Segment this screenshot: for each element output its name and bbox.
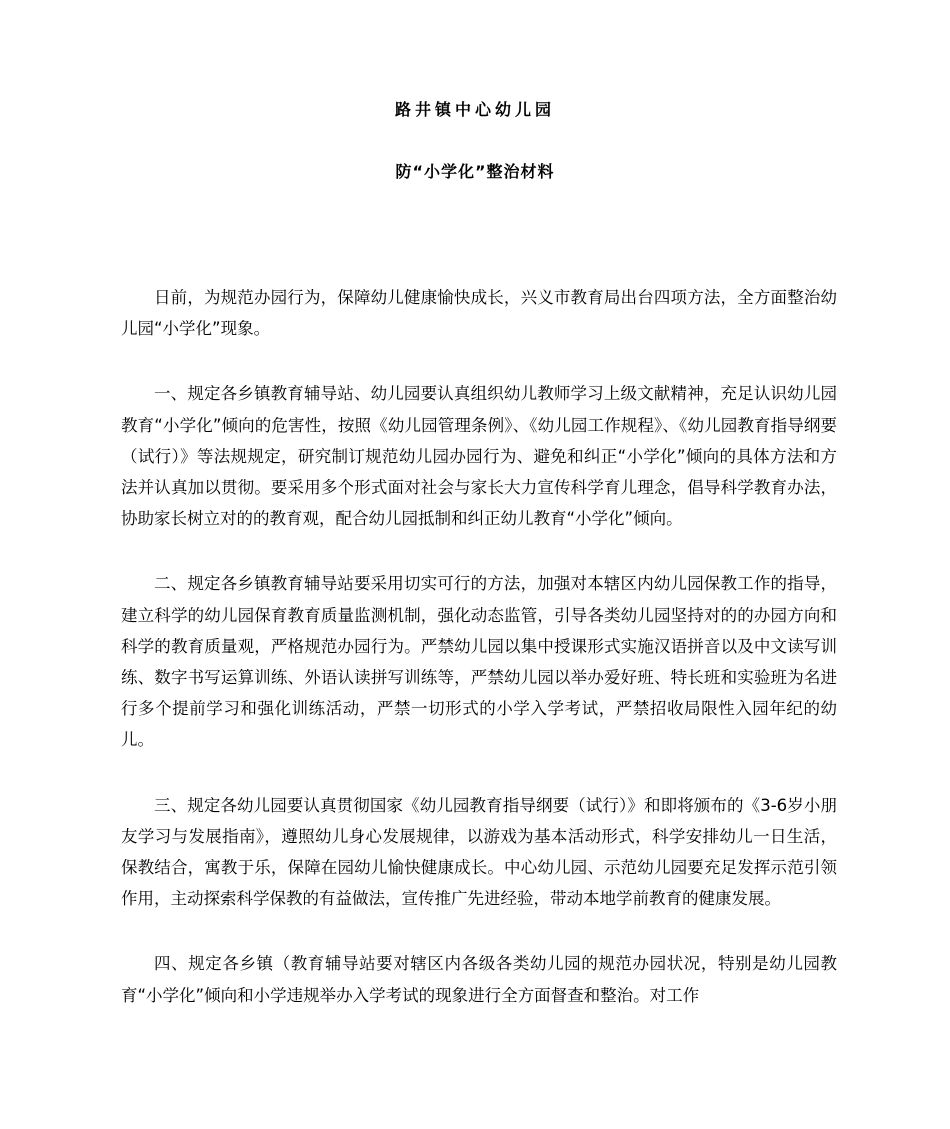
paragraph-item-1: 一、规定各乡镇教育辅导站、幼儿园要认真组织幼儿教师学习上级文献精神，充足认识幼儿园教育“小学化”倾向的危害性，按照《幼儿园管理条例》、《幼儿园工作规程》、《幼儿园教育指导纲要（试行）》等法规规定，研究制订规范幼儿园办园行为、避免和纠正“小学化”倾向的具体方法和方法并认真加以贯彻。要采用多个形式面对社会与家长大力宣传科学育儿理念，倡导科学教育办法，协助家长树立对的的教育观，配合幼儿园抵制和纠正幼儿教育“小学化”倾向。 xyxy=(121,384,837,529)
document-body xyxy=(121,282,837,1045)
paragraph-item-2: 二、规定各乡镇教育辅导站要采用切实可行的方法，加强对本辖区内幼儿园保教工作的指导，建立科学的幼儿园保育教育质量监测机制，强化动态监管，引导各类幼儿园坚持对的的办园方向和科学的教育质量观，严格规范办园行为。严禁幼儿园以集中授课形式实施汉语拼音以及中文读写训练、数字书写运算训练、外语认读拼写训练等，严禁幼儿园以举办爱好班、特长班和实验班为名进行多个提前学习和强化训练活动，严禁一切形式的小学入学考试，严禁招收局限性入园年纪的幼儿。 xyxy=(121,574,837,750)
document-subtitle: 防“小学化”整治材料 xyxy=(395,162,555,181)
paragraph-item-4: 四、规定各乡镇（教育辅导站要对辖区内各级各类幼儿园的规范办园状况，特别是幼儿园教育“小学化”倾向和小学违规举办入学考试的现象进行全方面督查和整治。对工作 xyxy=(121,954,837,1005)
paragraph-intro: 日前，为规范办园行为，保障幼儿健康愉快成长，兴义市教育局出台四项方法，全方面整治幼儿园“小学化”现象。 xyxy=(121,288,837,339)
document-title: 路井镇中心幼儿园 xyxy=(394,100,555,119)
paragraph-item-3: 三、规定各幼儿园要认真贯彻国家《幼儿园教育指导纲要（试行）》和即将颁布的《3-6岁小朋友学习与发展指南》，遵照幼儿身心发展规律，以游戏为基本活动形式，科学安排幼儿一日生活，保教结合，寓教于乐，保障在园幼儿愉快健康成长。中心幼儿园、示范幼儿园要充足发挥示范引领作用，主动探索科学保教的有益做法，宣传推广先进经验，带动本地学前教育的健康发展。 xyxy=(121,795,837,909)
